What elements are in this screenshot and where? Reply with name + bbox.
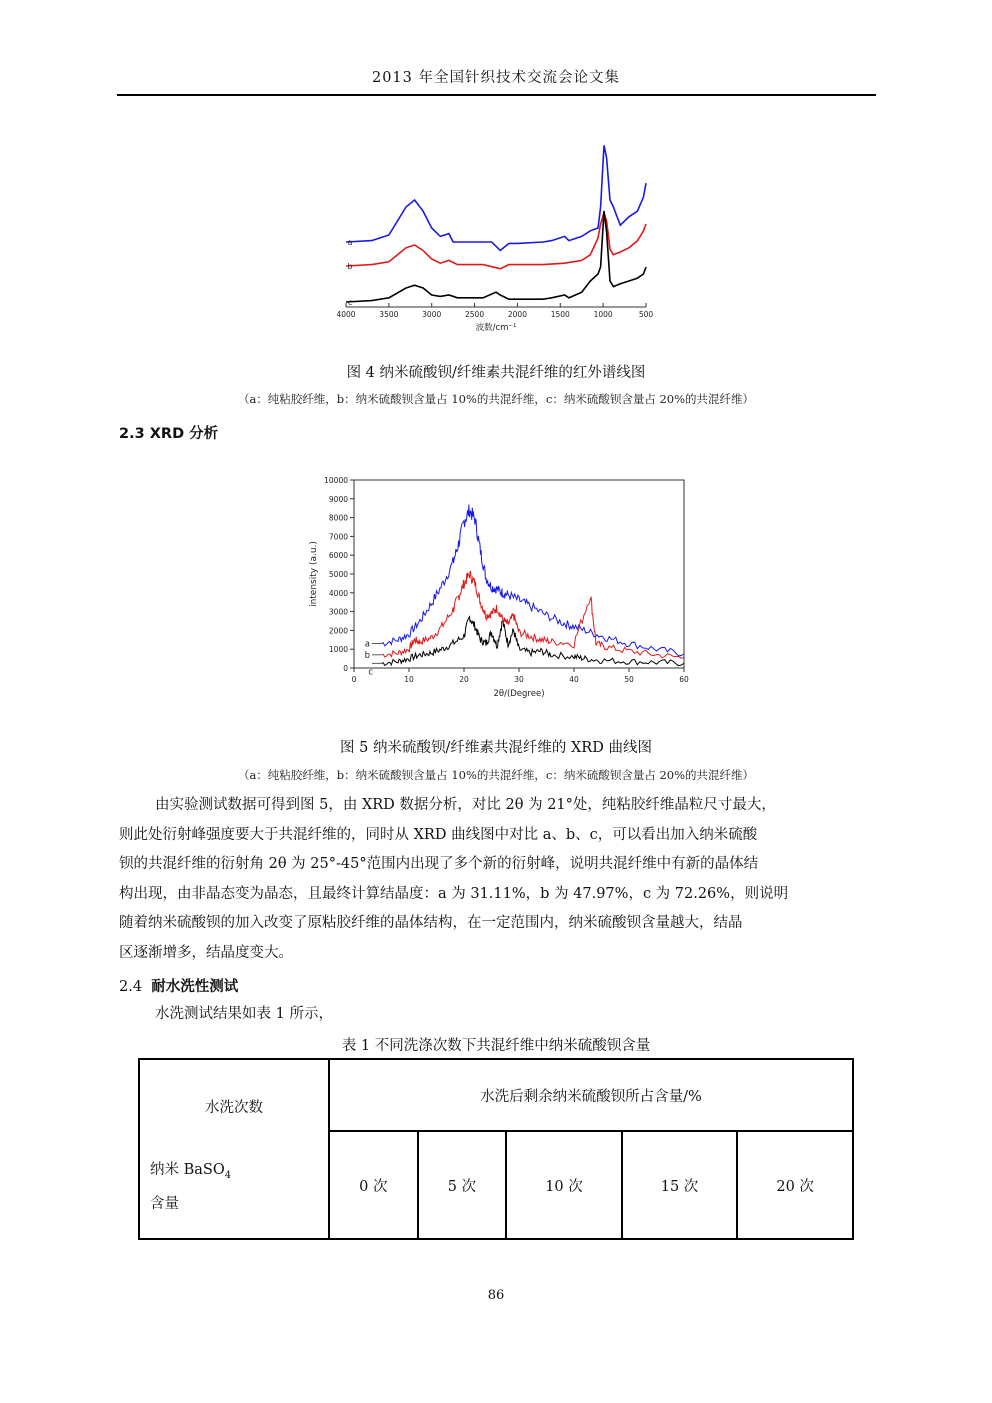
wash-results-table: [138, 1058, 854, 1240]
x-tick-label: 30: [514, 675, 524, 684]
figure5-note: （a：纯粘胶纤维，b：纳米硫酸钡含量占 10%的共混纤维，c：纳米硫酸钡含量占 20%的共混纤维）: [237, 768, 755, 782]
table-corner-cell: [139, 1059, 329, 1239]
x-tick-label: 3500: [379, 310, 399, 319]
body-paragraph-xrd: [119, 791, 874, 968]
section-2-3-heading: [119, 422, 218, 443]
table-cell: 15 次: [622, 1131, 738, 1239]
y-tick-label: 4000: [328, 588, 348, 598]
series-label-c: c: [347, 298, 353, 307]
series-line-c: [382, 617, 685, 666]
y-tick-label: 9000: [328, 494, 348, 504]
y-tick-label: 6000: [328, 551, 348, 561]
figure4-note: （a：纯粘胶纤维，b：纳米硫酸钡含量占 10%的共混纤维，c：纳米硫酸钡含量占 20%的共混纤维）: [237, 392, 755, 406]
y-tick-label: 3000: [328, 607, 348, 617]
x-tick-label: 60: [679, 675, 689, 684]
series-label-a: a: [364, 639, 370, 650]
xrd-chart: [300, 470, 700, 710]
para-line: 由实验测试数据可得到图 5，由 XRD 数据分析，对比 2θ 为 21°处，纯粘胶纤维晶粒尺寸最大，: [155, 797, 776, 813]
y-tick-label: 2000: [328, 626, 348, 636]
table-cell: 0 次: [329, 1131, 418, 1239]
corner-top-label: 水洗次数: [205, 1100, 263, 1116]
table-cell: 20 次: [737, 1131, 853, 1239]
body-paragraph-wash: 水洗测试结果如表 1 所示，: [155, 1006, 333, 1022]
x-tick-label: 10: [404, 675, 414, 684]
para-line: 则此处衍射峰强度要大于共混纤维的，同时从 XRD 曲线图中对比 a、b、c，可以看出加入纳米硫酸: [119, 826, 758, 843]
para-line: 构出现，由非晶态变为晶态，且最终计算结晶度：a 为 31.11%，b 为 47.97%，c 为 72.26%，则说明: [119, 885, 789, 902]
series-line-a: [382, 505, 685, 656]
x-tick-label: 3000: [422, 310, 442, 319]
series-label-b: b: [347, 262, 353, 271]
x-tick-label: 4000: [336, 310, 356, 319]
running-header: 2013 年全国针织技术交流会论文集: [371, 70, 620, 86]
series-label-a: a: [347, 238, 353, 247]
header-rule: [117, 94, 876, 96]
y-tick-label: 5000: [328, 570, 348, 579]
figure4-caption: 图 4 纳米硫酸钡/纤维素共混纤维的红外谱线图: [346, 365, 646, 381]
para-line: 随着纳米硫酸钡的加入改变了原粘胶纤维的晶体结构，在一定范围内，纳米硫酸钡含量越大，结晶: [119, 915, 743, 931]
table-group-header: 水洗后剩余纳米硫酸钡所占含量/%: [329, 1059, 853, 1131]
y-tick-label: 10000: [324, 476, 348, 485]
x-tick-label: 50: [624, 675, 634, 684]
corner-bottom-label: 纳米 BaSO$_4$ 含量: [150, 1162, 232, 1212]
y-tick-label: 0: [343, 664, 348, 673]
section-2-4-heading: [119, 975, 238, 996]
y-tick-label: 8000: [328, 513, 348, 523]
table1-caption: 表 1 不同洗涤次数下共混纤维中纳米硫酸钡含量: [341, 1038, 651, 1054]
x-tick-label: 1500: [550, 310, 570, 319]
x-tick-label: 500: [638, 310, 654, 319]
series-line-a: [346, 145, 646, 250]
series-line-b: [382, 572, 685, 659]
y-tick-label: 7000: [328, 532, 348, 542]
x-tick-label: 2000: [507, 310, 527, 319]
table-cell: 10 次: [506, 1131, 622, 1239]
section-2-3-title: 2.3 XRD 分析: [119, 426, 219, 442]
series-label-b: b: [364, 650, 370, 661]
x-tick-label: 40: [569, 675, 579, 684]
section-2-4-title: 耐水洗性测试: [151, 979, 239, 995]
section-2-4-number: 2.4: [119, 979, 143, 995]
ir-spectrum-chart: [330, 130, 660, 340]
para-line: 区逐渐增多，结晶度变大。: [119, 944, 293, 961]
series-label-c: c: [368, 667, 373, 678]
x-axis-label: 波数/cm⁻¹: [475, 323, 517, 333]
table-header-row: [139, 1059, 853, 1131]
x-tick-label: 2500: [465, 310, 485, 319]
x-tick-label: 0: [351, 675, 357, 684]
x-axis-label: 2θ/(Degree): [493, 689, 545, 699]
page-number: 86: [487, 1288, 505, 1303]
x-tick-label: 20: [459, 675, 469, 684]
table-cell: 5 次: [418, 1131, 507, 1239]
y-axis-label: intensity (a.u.): [309, 541, 319, 607]
figure5-caption: 图 5 纳米硫酸钡/纤维素共混纤维的 XRD 曲线图: [340, 740, 652, 756]
x-tick-label: 1000: [593, 310, 613, 319]
y-tick-label: 1000: [328, 645, 348, 655]
para-line: 钡的共混纤维的衍射角 2θ 为 25°-45°范围内出现了多个新的衍射峰，说明共混纤维中有新的晶体结: [119, 856, 759, 872]
